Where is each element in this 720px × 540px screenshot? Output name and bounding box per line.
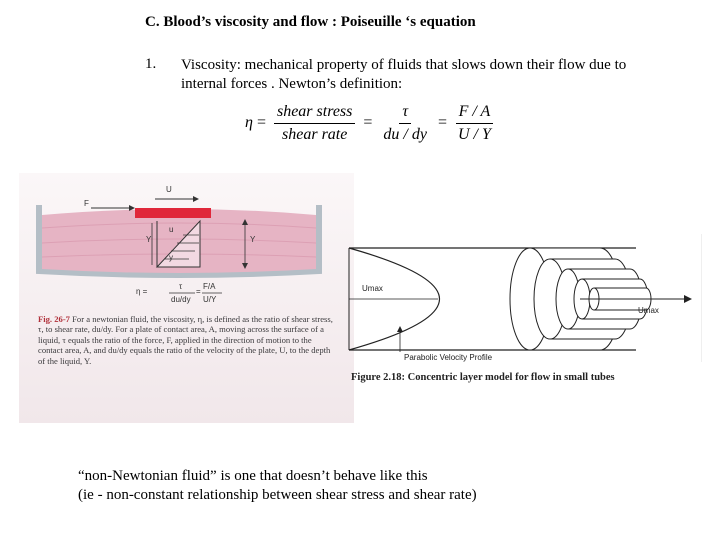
- fraction-denominator: U / Y: [458, 125, 491, 143]
- fa-label: F/A: [203, 282, 216, 291]
- tau-label: τ: [179, 282, 183, 291]
- newton-viscosity-formula: [245, 100, 498, 146]
- eta-symbol: η: [245, 114, 253, 131]
- list-item-number: 1.: [145, 56, 157, 72]
- label-U: U: [166, 185, 172, 194]
- note-line-2: (ie - non-constant relationship between shear stress and shear rate): [78, 487, 477, 503]
- label-y: y: [169, 253, 173, 262]
- equals-sign: =: [437, 114, 447, 131]
- textbook-shear-figure: [19, 173, 354, 423]
- fraction-numerator: τ: [399, 103, 411, 124]
- parabolic-profile-label: Parabolic Velocity Profile: [404, 353, 493, 362]
- fraction-numerator: shear stress: [274, 103, 355, 124]
- fraction-tau: [380, 103, 430, 144]
- label-F: F: [84, 199, 89, 208]
- figure-number: Fig. 26-7: [38, 314, 70, 324]
- fraction-numerator: F / A: [456, 103, 494, 124]
- fraction-shear: [274, 103, 355, 144]
- umax-right-label: Umax: [638, 306, 659, 315]
- figure-2-18-caption: Figure 2.18: Concentric layer model for flow in small tubes: [351, 372, 615, 383]
- figure-caption-text: For a newtonian fluid, the viscosity, η, is defined as the ratio of shear stress, τ, to shear rate, du/dy. For a plate of contact area, A, moving across the surface of a liquid, τ equals the ratio of the force, F, applied in the direction of motion to the contact area, A, and du/dy equals the ratio of the velocity of the plate, U, to the depth of the liquid, Y.: [38, 314, 333, 366]
- equals-sign: =: [256, 114, 266, 131]
- equals-sign: =: [363, 114, 373, 131]
- figure-caption: [38, 314, 338, 366]
- umax-left-label: Umax: [362, 284, 383, 293]
- label-u: u: [169, 225, 174, 234]
- concentric-layer-figure: [340, 232, 702, 392]
- section-heading: C. Blood’s viscosity and flow : Poiseuille ‘s equation: [145, 14, 476, 30]
- non-newtonian-note: [78, 467, 698, 505]
- moving-plate: [135, 208, 211, 218]
- fraction-denominator: du / dy: [383, 125, 427, 143]
- viscosity-definition: Viscosity: mechanical property of fluids that slows down their flow due to internal forces . Newton’s definition:: [181, 57, 627, 92]
- fraction-force-area: [455, 103, 494, 144]
- eta-label: η =: [136, 287, 148, 296]
- dudy-label: du/dy: [171, 295, 191, 304]
- figure-equals: =: [196, 287, 201, 296]
- note-line-1: “non-Newtonian fluid” is one that doesn’t behave like this: [78, 468, 428, 484]
- fraction-denominator: shear rate: [282, 125, 348, 143]
- label-Y-right: Y: [250, 235, 256, 244]
- label-Y-left: Y: [146, 235, 152, 244]
- uy-label: U/Y: [203, 295, 217, 304]
